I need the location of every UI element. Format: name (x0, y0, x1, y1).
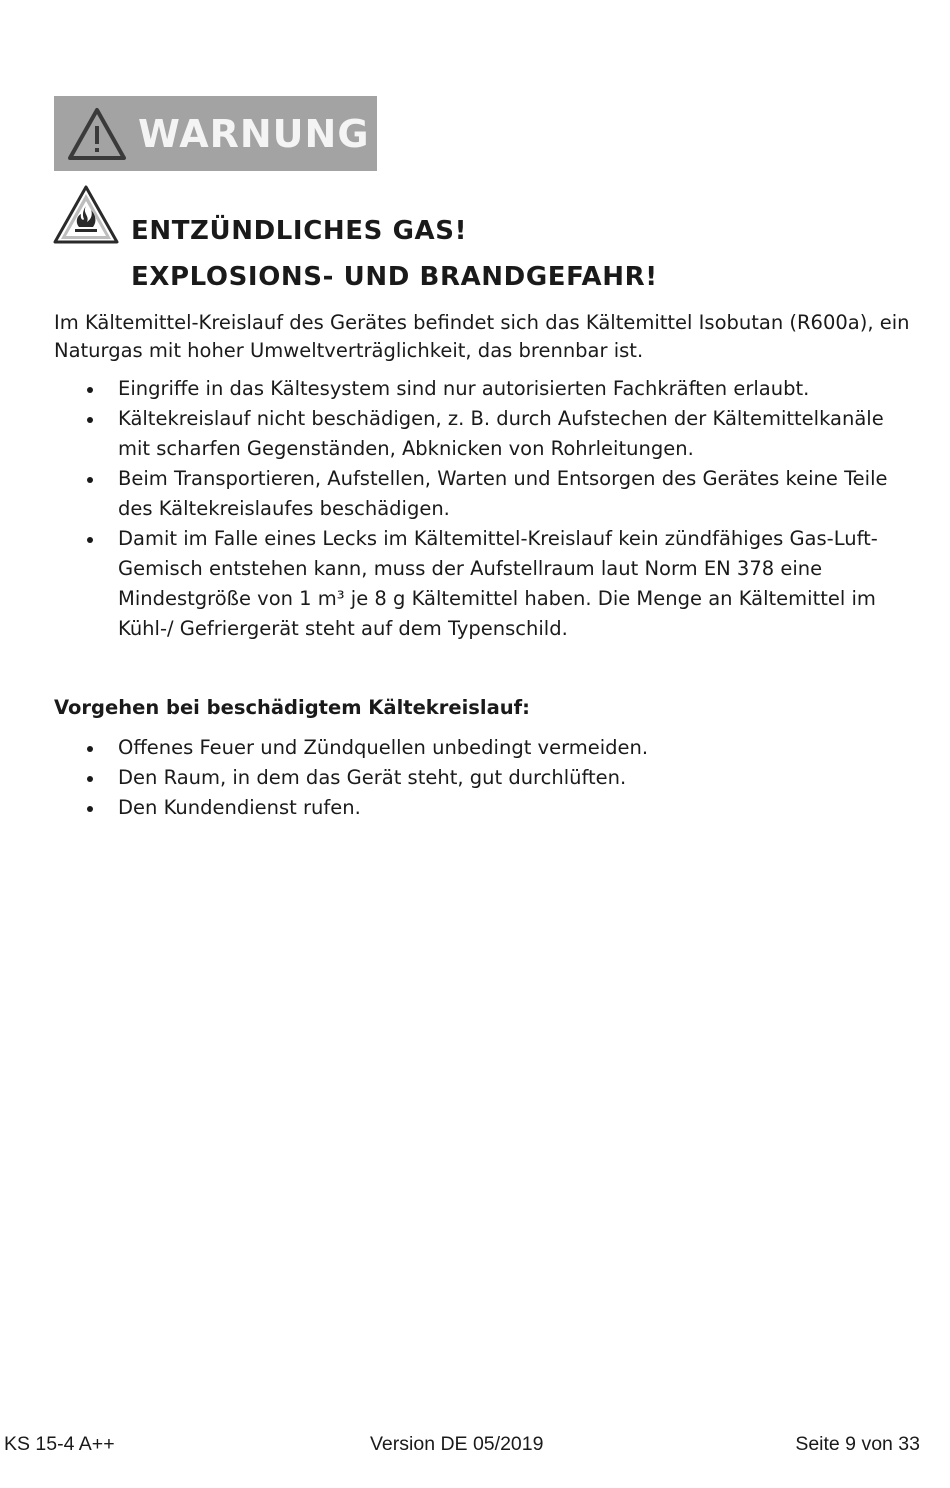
warning-banner (54, 96, 377, 171)
list-item-text: Offenes Feuer und Zündquellen unbedingt vermeiden. (118, 736, 649, 759)
procedure-list (54, 733, 919, 823)
list-item-text: Kältekreislauf nicht beschädigen, z. B. durch Aufstechen der Kältemittelkanäle mit scharfen Gegenständen, Abknicken von Rohrleitungen. (118, 407, 884, 460)
bullet-icon (87, 417, 93, 423)
bullet-icon (87, 776, 93, 782)
list-item-text: Eingriffe in das Kältesystem sind nur autorisierten Fachkräften erlaubt. (118, 377, 810, 400)
footer-model: KS 15-4 A++ (4, 1433, 115, 1455)
warning-label: WARNUNG (138, 111, 370, 156)
flammable-triangle-icon (52, 184, 120, 246)
list-item (54, 404, 919, 464)
bullet-icon (87, 746, 93, 752)
hazard-subtitle: EXPLOSIONS- UND BRANDGEFAHR! (131, 262, 658, 292)
list-item-text: Den Raum, in dem das Gerät steht, gut durchlüften. (118, 766, 627, 789)
list-item-text: Beim Transportieren, Aufstellen, Warten und Entsorgen des Gerätes keine Teile des Kältekreislaufes beschädigen. (118, 467, 888, 520)
procedure-heading: Vorgehen bei beschädigtem Kältekreislauf: (54, 696, 530, 719)
list-item (54, 733, 919, 763)
safety-instructions-list (54, 374, 919, 644)
bullet-icon (87, 387, 93, 393)
list-item (54, 763, 919, 793)
list-item (54, 524, 919, 644)
bullet-icon (87, 537, 93, 543)
footer-version: Version DE 05/2019 (370, 1433, 544, 1455)
warning-triangle-icon (66, 106, 128, 162)
bullet-icon (87, 477, 93, 483)
list-item (54, 464, 919, 524)
list-item-text: Damit im Falle eines Lecks im Kältemittel-Kreislauf kein zündfähiges Gas-Luft-Gemisch entstehen kann, muss der Aufstellraum laut Norm EN 378 eine Mindestgröße von 1 m³ je 8 g Kältemittel haben. Die Menge an Kältemittel im Kühl-/ Gefriergerät steht auf dem Typenschild. (118, 527, 878, 640)
bullet-icon (87, 806, 93, 812)
list-item-text: Den Kundendienst rufen. (118, 796, 361, 819)
list-item (54, 374, 919, 404)
list-item (54, 793, 919, 823)
hazard-title: ENTZÜNDLICHES GAS! (131, 216, 468, 246)
footer-page-number: Seite 9 von 33 (795, 1433, 920, 1455)
intro-paragraph: Im Kältemittel-Kreislauf des Gerätes befindet sich das Kältemittel Isobutan (R600a), ein Naturgas mit hoher Umweltverträglichkeit, das brennbar ist. (54, 311, 910, 362)
